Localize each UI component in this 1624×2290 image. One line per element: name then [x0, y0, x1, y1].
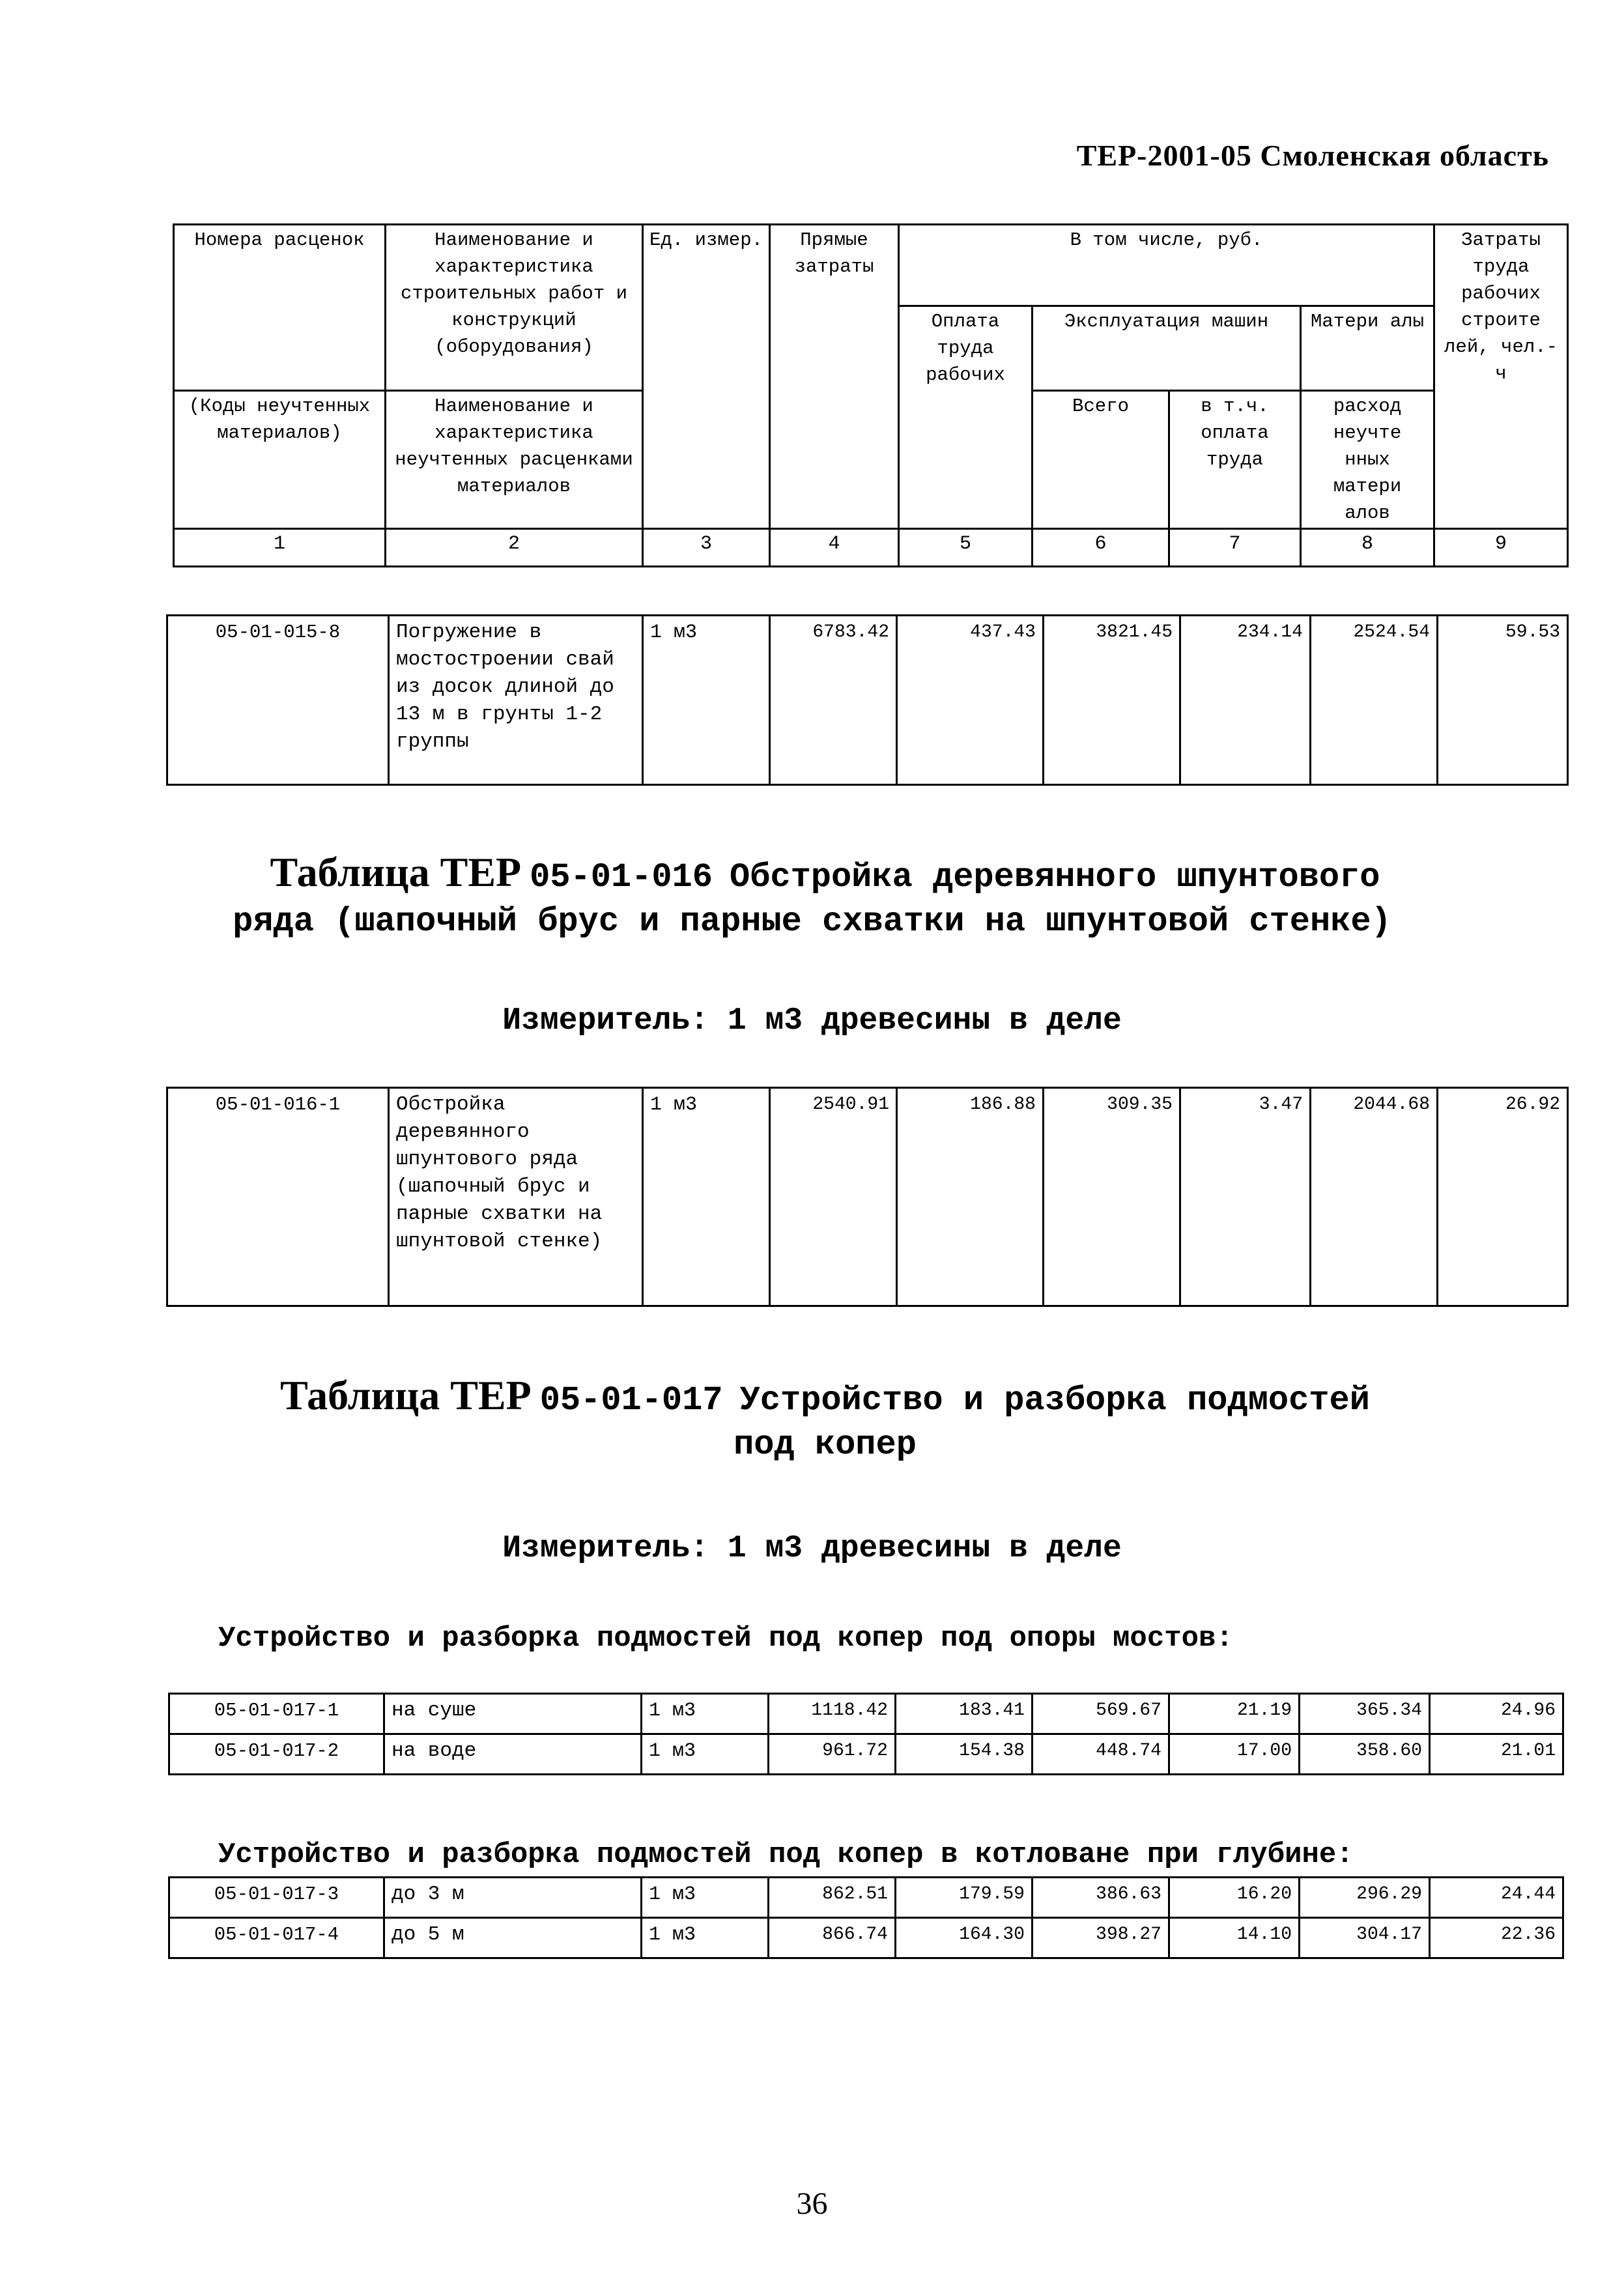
machines-labor: 21.19 [1169, 1694, 1300, 1734]
section-title-016 [0, 850, 1624, 944]
header-including-group: В том числе, руб. [899, 225, 1434, 306]
machines-labor: 234.14 [1180, 616, 1311, 785]
labor-hours: 24.96 [1430, 1694, 1563, 1734]
table-code: 05-01-017 [539, 1381, 723, 1420]
rates-table-017-a [168, 1693, 1564, 1775]
header-rate-numbers: Номера расценок [174, 225, 386, 391]
direct-costs: 1118.42 [769, 1694, 896, 1734]
labor-hours: 22.36 [1430, 1918, 1563, 1958]
header-machines: Эксплуатация машин [1033, 306, 1301, 391]
header-labor-pay: Оплата труда рабочих [899, 306, 1033, 529]
table-label: Таблица ТЕР [280, 1372, 532, 1418]
header-machines-total: Всего [1033, 391, 1169, 529]
work-name: Обстройка деревянного шпунтового ряда (шапочный брус и парные схватки на шпунтовой стенке) [389, 1088, 643, 1306]
header-unit: Ед. измер. [643, 225, 770, 529]
header-col-number: 9 [1434, 529, 1568, 567]
table-row [169, 1878, 1563, 1918]
direct-costs: 961.72 [769, 1734, 896, 1775]
table-title-line1: Обстройка деревянного шпунтового [729, 858, 1380, 896]
measure-017: Измеритель: 1 м3 древесины в деле [502, 1531, 1122, 1566]
machines-labor: 3.47 [1180, 1088, 1311, 1306]
header-work-name: Наименование и характеристика строительных работ и конструкций (оборудования) [386, 225, 643, 391]
table-row [169, 1734, 1563, 1775]
table-row [167, 616, 1568, 785]
header-materials: Матери алы [1301, 306, 1434, 391]
labor-hours: 21.01 [1430, 1734, 1563, 1775]
rate-code: 05-01-017-1 [169, 1694, 384, 1734]
rate-code: 05-01-015-8 [167, 616, 389, 785]
caption-bridge-supports: Устройство и разборка подмостей под копер под опоры мостов: [218, 1622, 1233, 1655]
work-name: на суше [384, 1694, 642, 1734]
labor-hours: 24.44 [1430, 1878, 1563, 1918]
caption-pit-depth: Устройство и разборка подмостей под копер в котловане при глубине: [218, 1839, 1354, 1871]
rate-code: 05-01-017-4 [169, 1918, 384, 1958]
table-row [169, 1918, 1563, 1958]
machines-labor: 17.00 [1169, 1734, 1300, 1775]
header-col-number: 1 [174, 529, 386, 567]
unit: 1 м3 [642, 1734, 769, 1775]
measure-016: Измеритель: 1 м3 древесины в деле [502, 1003, 1122, 1038]
materials: 358.60 [1300, 1734, 1430, 1775]
rate-code: 05-01-017-2 [169, 1734, 384, 1775]
labor-hours: 26.92 [1438, 1088, 1568, 1306]
table-title-line1: Устройство и разборка подмостей [739, 1381, 1370, 1420]
rate-code: 05-01-017-3 [169, 1878, 384, 1918]
labor-pay: 183.41 [896, 1694, 1033, 1734]
header-col-number: 8 [1301, 529, 1434, 567]
unit: 1 м3 [642, 1878, 769, 1918]
rate-code: 05-01-016-1 [167, 1088, 389, 1306]
direct-costs: 862.51 [769, 1878, 896, 1918]
work-name: Погружение в мостостроении свай из досок длиной до 13 м в грунты 1-2 группы [389, 616, 643, 785]
unit: 1 м3 [643, 616, 770, 785]
work-name: на воде [384, 1734, 642, 1775]
work-name: до 5 м [384, 1918, 642, 1958]
table-title-line2: под копер [734, 1425, 917, 1464]
labor-hours: 59.53 [1438, 616, 1568, 785]
materials: 304.17 [1300, 1918, 1430, 1958]
machines-labor: 14.10 [1169, 1918, 1300, 1958]
machines-total: 398.27 [1033, 1918, 1169, 1958]
table-row [169, 1694, 1563, 1734]
materials: 365.34 [1300, 1694, 1430, 1734]
direct-costs: 866.74 [769, 1918, 896, 1958]
rates-table-017-b [168, 1876, 1564, 1959]
rates-table-016 [166, 1087, 1569, 1307]
machines-total: 309.35 [1044, 1088, 1180, 1306]
direct-costs: 2540.91 [770, 1088, 897, 1306]
machines-total: 448.74 [1033, 1734, 1169, 1775]
materials: 2044.68 [1311, 1088, 1438, 1306]
unit: 1 м3 [642, 1918, 769, 1958]
header-materials-consumption: расход неучте нных матери алов [1301, 391, 1434, 529]
header-col-number: 5 [899, 529, 1033, 567]
machines-total: 386.63 [1033, 1878, 1169, 1918]
header-unaccounted-materials: Наименование и характеристика неучтенных расценками материалов [386, 391, 643, 529]
header-col-number: 3 [643, 529, 770, 567]
materials: 2524.54 [1311, 616, 1438, 785]
column-header-table [173, 223, 1569, 567]
labor-pay: 437.43 [897, 616, 1044, 785]
header-machines-labor: в т.ч. оплата труда [1169, 391, 1301, 529]
machines-labor: 16.20 [1169, 1878, 1300, 1918]
header-material-codes: (Коды неучтенных материалов) [174, 391, 386, 529]
labor-pay: 154.38 [896, 1734, 1033, 1775]
header-col-number: 6 [1033, 529, 1169, 567]
materials: 296.29 [1300, 1878, 1430, 1918]
table-label: Таблица ТЕР [270, 849, 522, 895]
header-col-number: 4 [770, 529, 899, 567]
labor-pay: 179.59 [896, 1878, 1033, 1918]
labor-pay: 164.30 [896, 1918, 1033, 1958]
unit: 1 м3 [642, 1694, 769, 1734]
section-title-017 [0, 1373, 1624, 1467]
header-labor-hours: Затраты труда рабочих строите лей, чел.-ч [1434, 225, 1568, 529]
unit: 1 м3 [643, 1088, 770, 1306]
labor-pay: 186.88 [897, 1088, 1044, 1306]
work-name: до 3 м [384, 1878, 642, 1918]
table-code: 05-01-016 [530, 858, 713, 896]
table-row [167, 1088, 1568, 1306]
machines-total: 569.67 [1033, 1694, 1169, 1734]
header-direct-costs: Прямые затраты [770, 225, 899, 529]
table-title-line2: ряда (шапочный брус и парные схватки на шпунтовой стенке) [233, 902, 1391, 941]
direct-costs: 6783.42 [770, 616, 897, 785]
header-col-number: 7 [1169, 529, 1301, 567]
header-col-number: 2 [386, 529, 643, 567]
page-number: 36 [796, 2186, 828, 2221]
machines-total: 3821.45 [1044, 616, 1180, 785]
rates-table-015 [166, 614, 1569, 786]
document-header: ТЕР-2001-05 Смоленская область [1076, 139, 1549, 172]
